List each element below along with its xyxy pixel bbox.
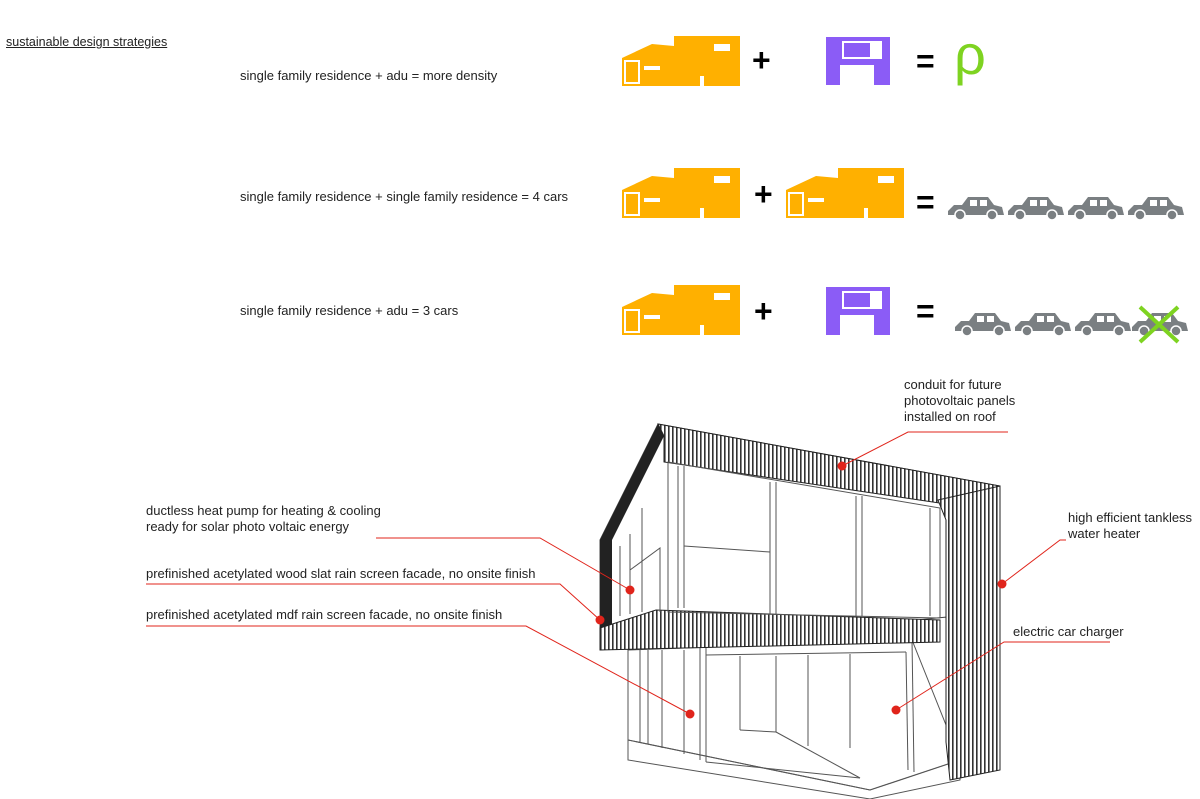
equation-2-label: single family residence + single family residence = 4 cars bbox=[240, 189, 569, 204]
marker-dot bbox=[686, 710, 695, 719]
house-icon bbox=[622, 36, 740, 86]
callout-wood-slat-facade: prefinished acetylated wood slat rain screen facade, no onsite finish bbox=[146, 566, 536, 581]
plus-sign: + bbox=[754, 293, 773, 329]
building-drawing bbox=[600, 424, 1000, 799]
equals-sign: = bbox=[916, 293, 935, 329]
callout-pv-conduit-line-1: conduit for future bbox=[904, 377, 1002, 392]
callout-pv-conduit-line-3: installed on roof bbox=[904, 409, 996, 424]
car-icon bbox=[1008, 197, 1064, 220]
marker-dot bbox=[998, 580, 1007, 589]
car-icon bbox=[1075, 313, 1131, 336]
car-icon bbox=[948, 197, 1004, 220]
marker-dot bbox=[626, 586, 635, 595]
car-icon bbox=[1128, 197, 1184, 220]
marker-dot bbox=[892, 706, 901, 715]
marker-dot bbox=[838, 462, 847, 471]
house-icon bbox=[622, 168, 740, 218]
plus-sign: + bbox=[754, 176, 773, 212]
callout-water-heater-line-2: water heater bbox=[1068, 526, 1141, 541]
page-title: sustainable design strategies bbox=[6, 35, 168, 49]
callout-water-heater-line-1: high efficient tankless bbox=[1068, 510, 1193, 525]
callout-heat-pump-line-1: ductless heat pump for heating & cooling bbox=[146, 503, 381, 518]
equals-sign: = bbox=[916, 43, 935, 79]
equation-1-label: single family residence + adu = more density bbox=[240, 68, 498, 83]
callout-heat-pump-line-2: ready for solar photo voltaic energy bbox=[146, 519, 350, 534]
adu-icon bbox=[826, 37, 890, 85]
car-icon bbox=[1015, 313, 1071, 336]
adu-icon bbox=[826, 287, 890, 335]
car-icon bbox=[1068, 197, 1124, 220]
house-icon bbox=[786, 168, 904, 218]
callout-car-charger: electric car charger bbox=[1013, 624, 1124, 639]
house-icon bbox=[622, 285, 740, 335]
equals-sign: = bbox=[916, 184, 935, 220]
plus-sign: + bbox=[752, 42, 771, 78]
density-rho-icon: ρ bbox=[954, 23, 986, 86]
callout-mdf-facade: prefinished acetylated mdf rain screen facade, no onsite finish bbox=[146, 607, 503, 622]
car-icon bbox=[955, 313, 1011, 336]
callout-pv-conduit-line-2: photovoltaic panels bbox=[904, 393, 1016, 408]
equation-3-label: single family residence + adu = 3 cars bbox=[240, 303, 459, 318]
marker-dot bbox=[596, 616, 605, 625]
